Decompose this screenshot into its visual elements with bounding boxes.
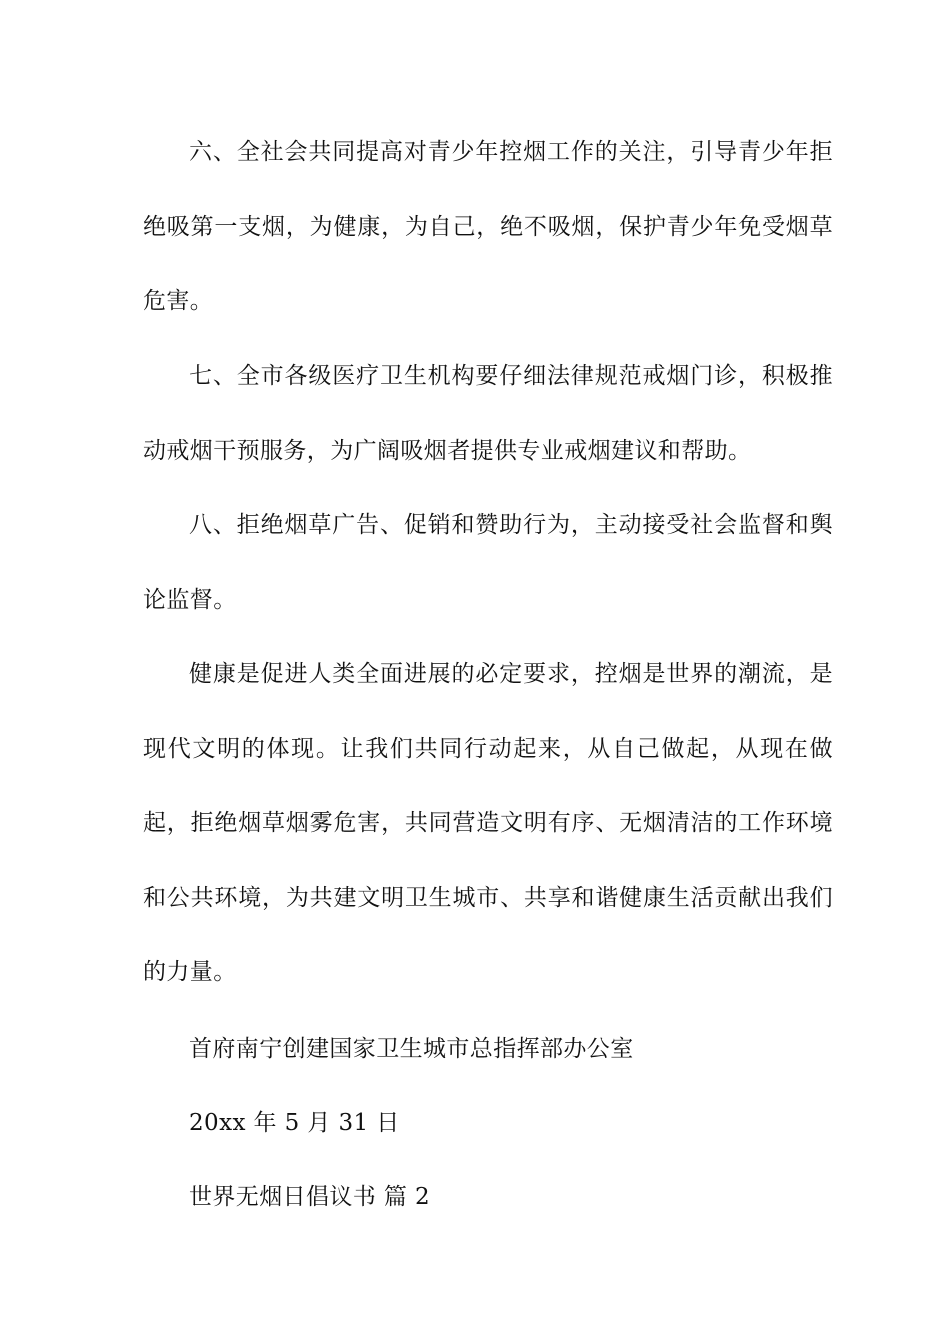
signature-organization: 首府南宁创建国家卫生城市总指挥部办公室	[189, 1036, 634, 1062]
paragraph-item-7: 七、全市各级医疗卫生机构要仔细法律规范戒烟门诊，积极推动戒烟干预服务，为广阔吸烟者提供专业戒烟建议和帮助。	[143, 363, 833, 464]
paragraph-item-8: 八、拒绝烟草广告、促销和赞助行为，主动接受社会监督和舆论监督。	[143, 512, 833, 613]
signature-date: 20xx 年 5 月 31 日	[189, 1110, 400, 1136]
paragraph-conclusion: 健康是促进人类全面进展的必定要求，控烟是世界的潮流，是现代文明的体现。让我们共同行动起来，从自己做起，从现在做起，拒绝烟草烟雾危害，共同营造文明有序、无烟清洁的工作环境和公共环境，为共建文明卫生城市、共享和谐健康生活贡献出我们的力量。	[143, 661, 833, 985]
paragraph-item-6: 六、全社会共同提高对青少年控烟工作的关注，引导青少年拒绝吸第一支烟，为健康，为自己，绝不吸烟，保护青少年免受烟草危害。	[143, 139, 833, 314]
section-heading: 世界无烟日倡议书 篇 2	[189, 1184, 431, 1210]
